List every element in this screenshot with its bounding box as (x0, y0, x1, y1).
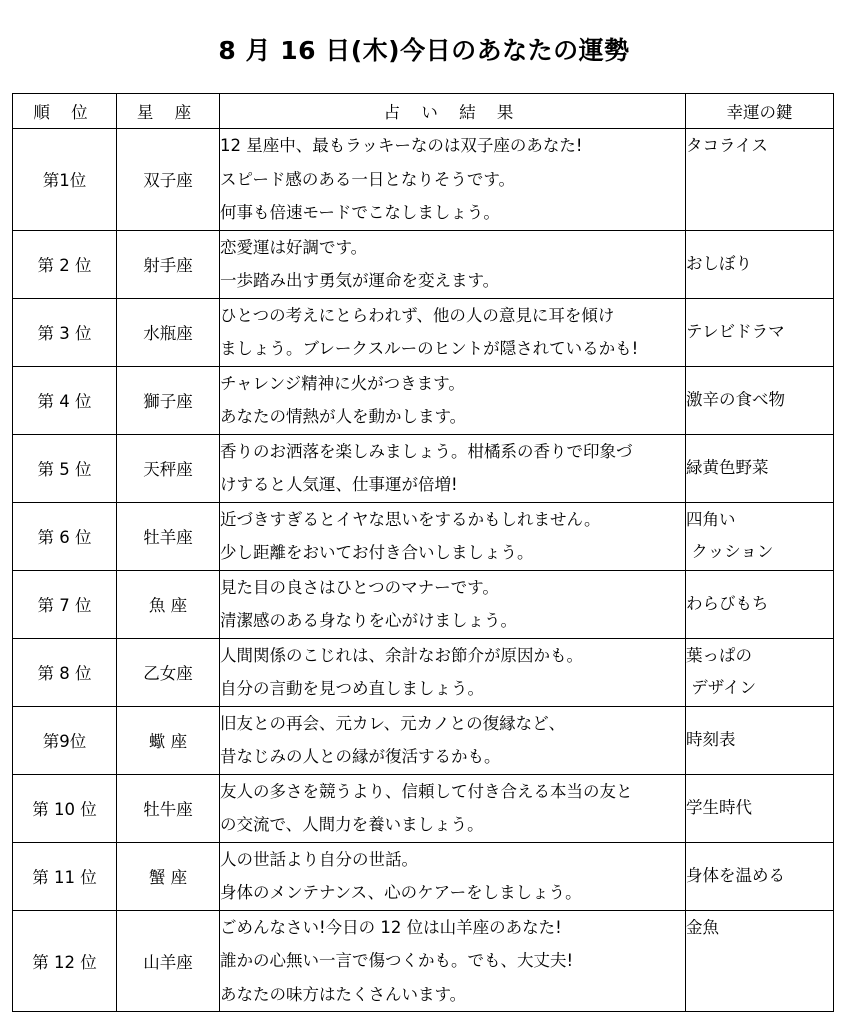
lucky-key-cell: テレビドラマ (686, 298, 834, 366)
zodiac-sign-cell: 魚 座 (117, 570, 220, 638)
table-row (13, 638, 834, 706)
fortune-result-line: ごめんなさい!今日の 12 位は山羊座のあなた! (220, 917, 562, 937)
table-row (13, 502, 834, 570)
table-row (13, 774, 834, 842)
table-row (13, 570, 834, 638)
fortune-result-cell (220, 842, 686, 910)
rank-cell: 第 5 位 (13, 434, 117, 502)
lucky-key-cell: 身体を温める (686, 842, 834, 910)
rank-cell: 第 6 位 (13, 502, 117, 570)
zodiac-sign-cell: 射手座 (117, 230, 220, 298)
zodiac-sign-cell: 水瓶座 (117, 298, 220, 366)
zodiac-sign-cell: 山羊座 (117, 910, 220, 1012)
zodiac-sign-cell: 乙女座 (117, 638, 220, 706)
zodiac-sign-cell: 獅子座 (117, 366, 220, 434)
header-rank: 順 位 (13, 94, 117, 129)
rank-cell: 第 10 位 (13, 774, 117, 842)
lucky-key-cell: 激辛の食べ物 (686, 366, 834, 434)
header-result: 占 い 結 果 (220, 94, 686, 129)
fortune-result-line: 誰かの心無い一言で傷つくかも。でも、大丈夫! (220, 951, 574, 970)
fortune-result-cell (220, 570, 686, 638)
rank-cell: 第9位 (13, 706, 117, 774)
fortune-result-line: スピード感のある一日となりそうです。 (220, 169, 516, 189)
fortune-result-cell (220, 774, 686, 842)
fortune-table (12, 93, 834, 1012)
zodiac-sign-cell: 蟹 座 (117, 842, 220, 910)
fortune-result-cell (220, 502, 686, 570)
rank-cell: 第 7 位 (13, 570, 117, 638)
lucky-key-cell: わらびもち (686, 570, 834, 638)
table-row (13, 129, 834, 231)
fortune-result-line: 身体のメンテナンス、心のケアーをしましょう。 (220, 883, 582, 902)
table-header-row (13, 94, 834, 129)
page-title: 8 月 16 日(木)今日のあなたの運勢 (218, 35, 630, 65)
fortune-result-cell (220, 638, 686, 706)
table-row (13, 842, 834, 910)
fortune-result-line: 一歩踏み出す勇気が運命を変えます。 (220, 271, 500, 290)
table-row (13, 910, 834, 1012)
fortune-result-cell (220, 706, 686, 774)
fortune-result-line: 人間関係のこじれは、余計なお節介が原因かも。 (220, 645, 583, 665)
header-sign: 星 座 (117, 94, 220, 129)
lucky-key-cell: 金魚 (686, 910, 834, 1012)
lucky-key-cell: タコライス (686, 129, 834, 231)
rank-cell: 第 2 位 (13, 230, 117, 298)
fortune-result-cell (220, 910, 686, 1012)
fortune-result-line: 清潔感のある身なりを心がけましょう。 (220, 611, 517, 630)
header-lucky-key: 幸運の鍵 (686, 94, 834, 129)
lucky-key-cell: 葉っぱの デザイン (686, 638, 834, 706)
lucky-key-cell: 時刻表 (686, 706, 834, 774)
lucky-key-cell: 四角い クッション (686, 502, 834, 570)
fortune-result-line: 何事も倍速モードでこなしましょう。 (220, 203, 500, 222)
fortune-table-body (13, 129, 834, 1012)
fortune-result-line: 見た目の良さはひとつのマナーです。 (220, 577, 499, 597)
lucky-key-cell: おしぼり (686, 230, 834, 298)
fortune-result-line: 人の世話より自分の世話。 (220, 849, 418, 869)
table-row (13, 706, 834, 774)
fortune-result-line: けすると人気運、仕事運が倍増! (220, 475, 458, 494)
fortune-result-line: 近づきすぎるとイヤな思いをするかもしれません。 (220, 509, 601, 529)
zodiac-sign-cell: 双子座 (117, 129, 220, 231)
zodiac-sign-cell: 天秤座 (117, 434, 220, 502)
rank-cell: 第 4 位 (13, 366, 117, 434)
fortune-result-cell (220, 129, 686, 231)
fortune-result-line: ましょう。ブレークスルーのヒントが隠されているかも! (220, 339, 639, 358)
fortune-result-cell (220, 298, 686, 366)
table-row (13, 434, 834, 502)
fortune-result-line: 香りのお洒落を楽しみましょう。柑橘系の香りで印象づ (220, 441, 633, 461)
fortune-result-line: チャレンジ精神に火がつきます。 (220, 373, 465, 393)
fortune-result-line: 旧友との再会、元カレ、元カノとの復縁など、 (220, 713, 566, 733)
fortune-result-line: ひとつの考えにとらわれず、他の人の意見に耳を傾け (220, 305, 615, 325)
table-row (13, 230, 834, 298)
fortune-result-line: 友人の多さを競うより、信頼して付き合える本当の友と (220, 781, 633, 801)
fortune-result-cell (220, 230, 686, 298)
rank-cell: 第 3 位 (13, 298, 117, 366)
table-row (13, 298, 834, 366)
fortune-result-cell (220, 366, 686, 434)
rank-cell: 第 11 位 (13, 842, 117, 910)
zodiac-sign-cell: 牡牛座 (117, 774, 220, 842)
lucky-key-cell: 緑黄色野菜 (686, 434, 834, 502)
fortune-result-line: 昔なじみの人との縁が復活するかも。 (220, 747, 501, 766)
zodiac-sign-cell: 蠍 座 (117, 706, 220, 774)
zodiac-sign-cell: 牡羊座 (117, 502, 220, 570)
table-row (13, 366, 834, 434)
fortune-result-line: 自分の言動を見つめ直しましょう。 (220, 679, 484, 698)
fortune-result-line: あなたの情熱が人を動かします。 (220, 407, 467, 426)
rank-cell: 第 8 位 (13, 638, 117, 706)
fortune-result-line: 12 星座中、最もラッキーなのは双子座のあなた! (220, 136, 583, 155)
fortune-result-line: 恋愛運は好調です。 (220, 237, 368, 257)
fortune-result-line: の交流で、人間力を養いましょう。 (220, 815, 484, 834)
fortune-result-line: 少し距離をおいてお付き合いしましょう。 (220, 543, 534, 562)
fortune-result-line: あなたの味方はたくさんいます。 (220, 984, 467, 1004)
rank-cell: 第1位 (13, 129, 117, 231)
lucky-key-cell: 学生時代 (686, 774, 834, 842)
fortune-result-cell (220, 434, 686, 502)
rank-cell: 第 12 位 (13, 910, 117, 1012)
